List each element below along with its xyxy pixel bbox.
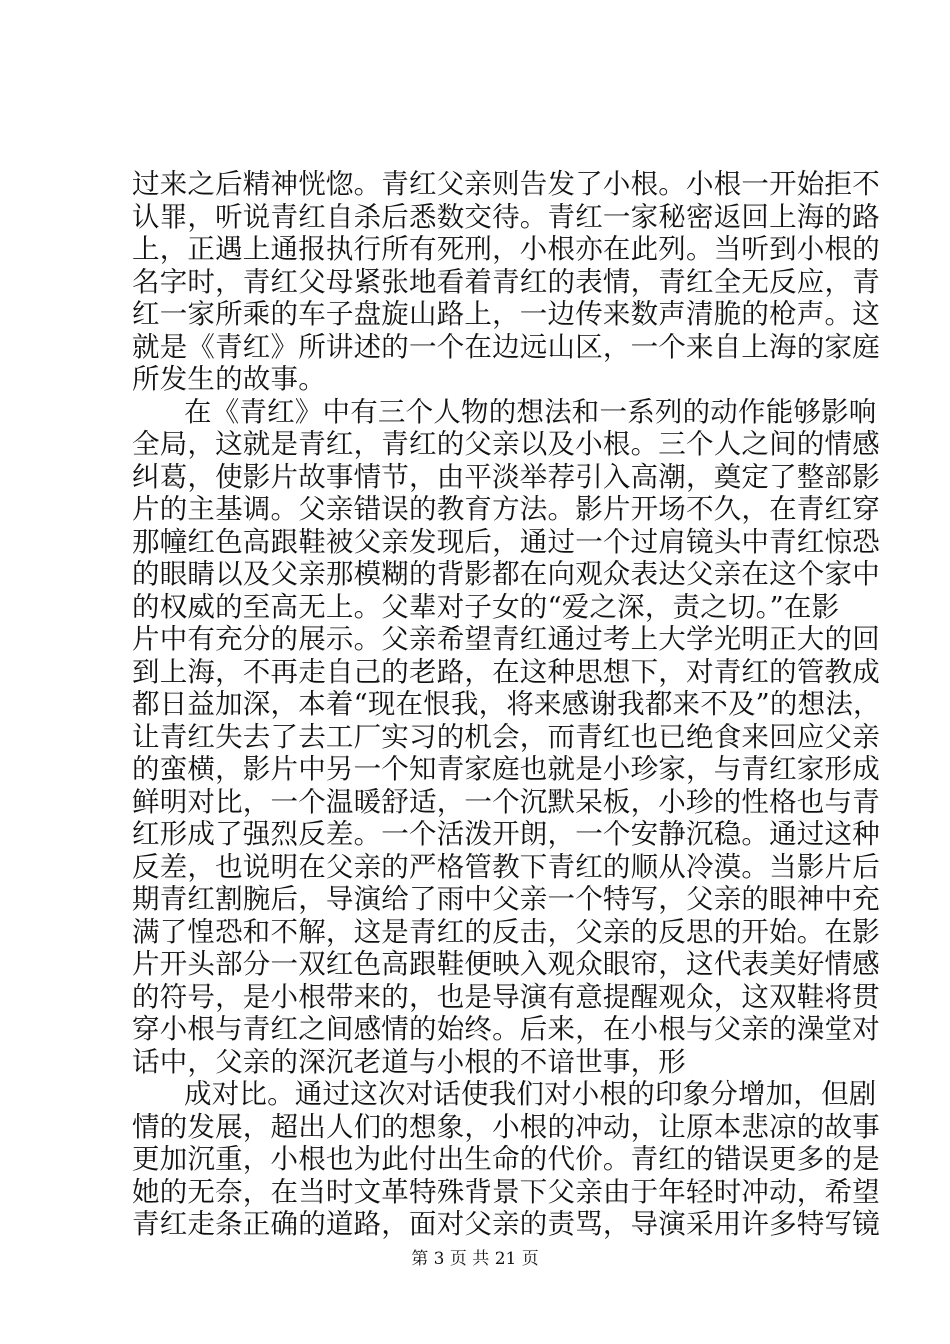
text-line: 片中有充分的展示。父亲希望青红通过考上大学光明正大的回 <box>132 623 880 655</box>
text-line: 纠葛，使影片故事情节，由平淡举荐引入高潮，奠定了整部影 <box>132 460 880 493</box>
text-line: 话中，父亲的深沉老道与小根的不谙世事，形 <box>132 1045 686 1078</box>
text-line: 更加沉重，小根也为此付出生命的代价。青红的错误更多的是 <box>132 1143 880 1175</box>
text-line: 认罪，听说青红自杀后悉数交待。青红一家秘密返回上海的路 <box>132 200 880 233</box>
text-line: 就是《青红》所讲述的一个在边远山区，一个来自上海的家庭 <box>132 330 880 363</box>
text-line: 都日益加深，本着“现在恨我，将来感谢我都来不及”的想法， <box>132 688 881 720</box>
text-line: 反差，也说明在父亲的严格管教下青红的顺从冷漠。当影片后 <box>132 850 880 883</box>
text-line: 她的无奈，在当时文革特殊背景下父亲由于年轻时冲动，希望 <box>132 1175 880 1208</box>
text-line: 红一家所乘的车子盘旋山路上，一边传来数声清脆的枪声。这 <box>132 298 880 330</box>
text-line: 上，正遇上通报执行所有死刑，小根亦在此列。当听到小根的 <box>132 233 880 265</box>
text-line: 的眼睛以及父亲那模糊的背影都在向观众表达父亲在这个家中 <box>132 558 880 590</box>
text-line: 片的主基调。父亲错误的教育方法。影片开场不久，在青红穿 <box>132 493 880 525</box>
paragraph-start-line: 在《青红》中有三个人物的想法和一系列的动作能够影响 <box>184 395 877 428</box>
document-body <box>132 168 881 1241</box>
text-line: 满了惶恐和不解，这是青红的反击，父亲的反思的开始。在影 <box>132 915 880 948</box>
text-line: 穿小根与青红之间感情的始终。后来，在小根与父亲的澡堂对 <box>132 1013 880 1045</box>
text-line: 青红走条正确的道路，面对父亲的责骂，导演采用许多特写镜 <box>132 1208 880 1240</box>
text-line: 所发生的故事。 <box>132 363 326 395</box>
text-line: 到上海，不再走自己的老路，在这种思想下，对青红的管教成 <box>132 655 880 688</box>
paragraph-start-line: 成对比。通过这次对话使我们对小根的印象分增加，但剧 <box>184 1078 877 1110</box>
text-line: 的符号，是小根带来的，也是导演有意提醒观众，这双鞋将贯 <box>132 980 880 1013</box>
text-line: 鲜明对比，一个温暖舒适，一个沉默呆板，小珍的性格也与青 <box>132 785 880 818</box>
text-line: 名字时，青红父母紧张地看着青红的表情，青红全无反应，青 <box>132 265 880 298</box>
text-line: 全局，这就是青红，青红的父亲以及小根。三个人之间的情感 <box>132 428 880 460</box>
text-line: 让青红失去了去工厂实习的机会，而青红也已绝食来回应父亲 <box>132 720 880 753</box>
text-line: 过来之后精神恍惚。青红父亲则告发了小根。小根一开始拒不 <box>132 168 880 200</box>
text-line: 的蛮横，影片中另一个知青家庭也就是小珍家，与青红家形成 <box>132 753 880 785</box>
text-line: 那幢红色高跟鞋被父亲发现后，通过一个过肩镜头中青红惊恐 <box>132 525 880 558</box>
text-line: 的权威的至高无上。父辈对子女的“爱之深，责之切。”在影 <box>132 590 840 623</box>
text-line: 片开头部分一双红色高跟鞋便映入观众眼帘，这代表美好情感 <box>132 948 880 980</box>
text-line: 期青红割腕后，导演给了雨中父亲一个特写，父亲的眼神中充 <box>132 883 880 915</box>
text-line: 情的发展，超出人们的想象，小根的冲动，让原本悲凉的故事 <box>132 1110 880 1143</box>
page-number-footer: 第 3 页 共 21 页 <box>411 1249 539 1269</box>
text-line: 红形成了强烈反差。一个活泼开朗，一个安静沉稳。通过这种 <box>132 818 880 850</box>
